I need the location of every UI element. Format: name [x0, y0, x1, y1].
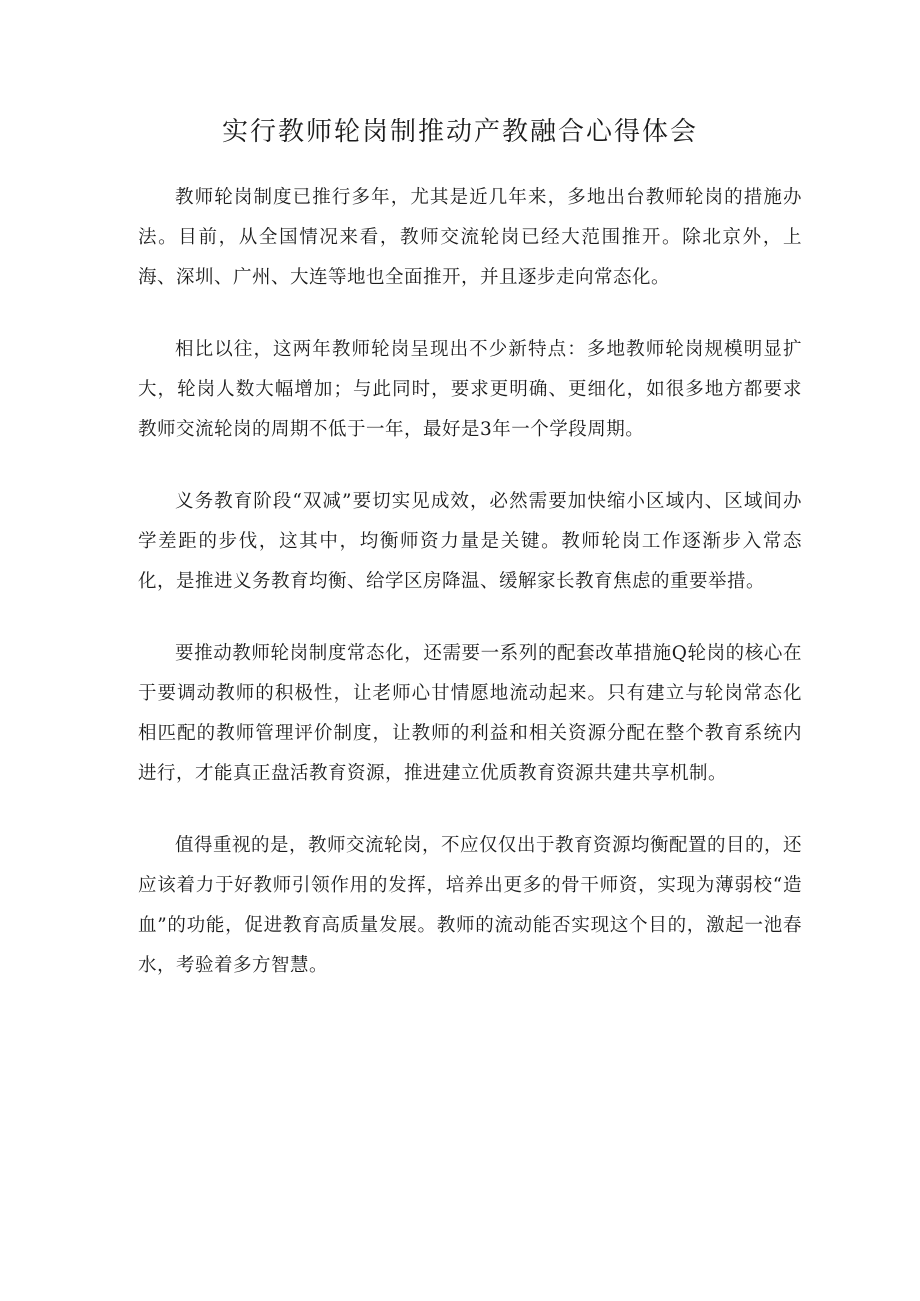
paragraph-3: 义务教育阶段“双减”要切实见成效，必然需要加快缩小区域内、区域间办学差距的步伐，这其中，均衡师资力量是关键。教师轮岗工作逐渐步入常态化，是推进义务教育均衡、给学区房降温、缓解家长教育焦虑的重要举措。 [138, 491, 802, 592]
paragraph-4: 要推动教师轮岗制度常态化，还需要一系列的配套改革措施Q轮岗的核心在于要调动教师的积极性，让老师心甘情愿地流动起来。只有建立与轮岗常态化相匹配的教师管理评价制度，让教师的利益和相关资源分配在整个教育系统内进行，才能真正盘活教育资源，推进建立优质教育资源共建共享机制。 [138, 643, 802, 784]
document-body [138, 178, 802, 1018]
paragraph-5: 值得重视的是，教师交流轮岗，不应仅仅出于教育资源均衡配置的目的，还应该着力于好教师引领作用的发挥，培养出更多的骨干师资，实现为薄弱校“造血”的功能，促进教育高质量发展。教师的流动能否实现这个目的，激起一池春水，考验着多方智慧。 [138, 835, 803, 976]
document-title: 实行教师轮岗制推动产教融合心得体会 [221, 117, 698, 147]
paragraph-1: 教师轮岗制度已推行多年，尤其是近几年来，多地出台教师轮岗的措施办法。目前，从全国情况来看，教师交流轮岗已经大范围推开。除北京外，上海、深圳、广州、大连等地也全面推开，并且逐步走向常态化。 [138, 187, 802, 288]
paragraph-2: 相比以往，这两年教师轮岗呈现出不少新特点：多地教师轮岗规模明显扩大，轮岗人数大幅增加；与此同时，要求更明确、更细化，如很多地方都要求教师交流轮岗的周期不低于一年，最好是3年一个学段周期。 [138, 339, 802, 440]
